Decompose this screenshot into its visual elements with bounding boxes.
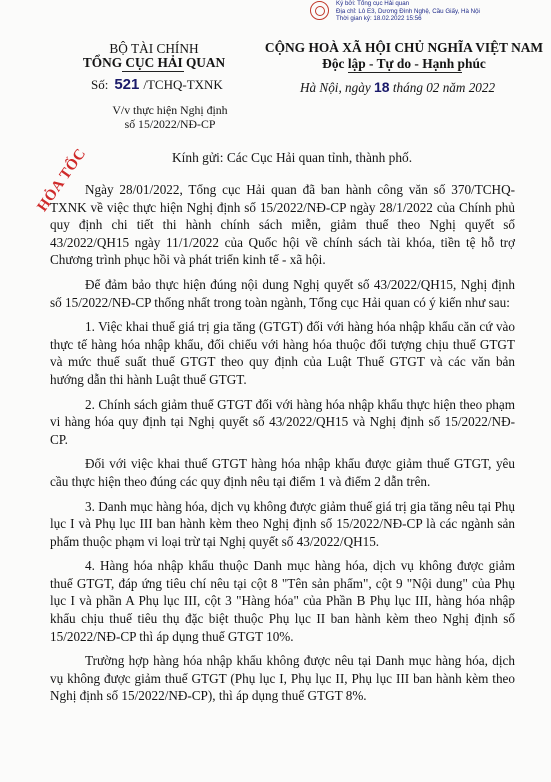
doc-number-prefix: Số: — [91, 77, 109, 92]
signature-seal-icon — [310, 1, 329, 20]
paragraph: Để đảm bảo thực hiện đúng nội dung Nghị quyết số 43/2022/QH15, Nghị định số 15/2022/NĐ-CP thống nhất trong toàn ngành, Tổng cục Hải quan có ý kiến như sau: — [50, 276, 515, 310]
motto-underline — [348, 72, 462, 73]
signature-address: Địa chỉ: Lô E3, Dương Đình Nghệ, Cầu Giấy, Hà Nội — [336, 7, 480, 15]
signature-time: Thời gian ký: 18.02.2022 15:56 — [336, 15, 422, 23]
urgent-stamp: HỎA TỐC — [34, 145, 90, 215]
national-motto: Độc lập - Tự do - Hạnh phúc — [322, 56, 486, 71]
digital-signature-box — [300, 0, 551, 24]
doc-number-suffix: /TCHQ-TXNK — [143, 77, 223, 92]
place-and-date — [300, 79, 495, 96]
document-number — [91, 76, 223, 93]
doc-number-value: 521 — [114, 76, 140, 93]
agency-name: TỔNG CỤC HẢI QUAN — [82, 55, 226, 70]
greeting: Kính gửi: Các Cục Hải quan tỉnh, thành phố. — [172, 150, 413, 165]
place-date-prefix: Hà Nội, ngày — [300, 80, 371, 95]
paragraph: Ngày 28/01/2022, Tổng cục Hải quan đã ban hành công văn số 370/TCHQ-TXNK về việc thực hiện Nghị định số 15/2022/NĐ-CP ngày 28/1/2022 của Chính phủ quy định chi tiết thi hành chính sách miễn, giảm thuế theo Nghị quyết số 43/2022/QH15 ngày 11/1/2022 của Quốc hội về chính sách tài khóa, tiền tệ hỗ trợ Chương trình phục hồi và phát triển kinh tế - xã hội. — [50, 182, 515, 268]
ministry-name: BỘ TÀI CHÍNH — [109, 41, 199, 56]
country-name: CỘNG HOÀ XÃ HỘI CHỦ NGHĨA VIỆT NAM — [264, 40, 544, 55]
paragraph: Đối với việc khai thuế GTGT hàng hóa nhập khẩu được giảm thuế GTGT, yêu cầu thực hiện theo đúng các quy định nêu tại điểm 1 và điểm 2 dẫn trên. — [50, 456, 515, 489]
paragraph: 4. Hàng hóa nhập khẩu thuộc Danh mục hàng hóa, dịch vụ không được giảm thuế GTGT, đáp ứng tiêu chí nêu tại cột 8 "Tên sản phẩm", cột 9 "Nội dung" của Phụ lục I và phần A Phụ lục III, cột 3 "Hàng hóa" của Phần B Phụ lục III, hàng hóa nhập khẩu chịu thuế tiêu thụ đặc biệt thuộc Phụ lục II ban hành kèm theo Nghị định số 15/2022/NĐ-CP thì áp dụng thuế GTGT 10%. — [50, 558, 515, 644]
place-date-suffix: tháng 02 năm 2022 — [392, 80, 496, 95]
date-day: 18 — [374, 79, 390, 95]
document-body — [50, 181, 515, 711]
paragraph: Trường hợp hàng hóa nhập khẩu không được nêu tại Danh mục hàng hóa, dịch vụ không được giảm thuế GTGT (Phụ lục I, Phụ lục II, Phụ lục III ban hành kèm theo Nghị định số 15/2022/NĐ-CP), thì áp dụng thuế GTGT 8%. — [50, 653, 515, 704]
paragraph: 1. Việc khai thuế giá trị gia tăng (GTGT) đối với hàng hóa nhập khẩu căn cứ vào thực tế hàng hóa nhập khẩu, đối chiếu với hàng hóa thuộc đối tượng chịu thuế GTGT và mức thuế suất thuế GTGT theo quy định của Luật Thuế GTGT và các văn bản hướng dẫn thi hành Luật thuế GTGT. — [50, 319, 515, 387]
paragraph: 2. Chính sách giảm thuế GTGT đối với hàng hóa nhập khẩu thực hiện theo phạm vi hàng hóa quy định tại Nghị quyết số 43/2022/QH15 và Nghị định số 15/2022/NĐ-CP. — [50, 396, 515, 447]
signature-signer: Ký bởi: Tổng cục Hải quan — [336, 0, 410, 7]
subject-line-1: V/v thực hiện Nghị định — [112, 103, 228, 117]
agency-underline — [122, 71, 184, 72]
document-subject — [100, 103, 240, 131]
subject-line-2: số 15/2022/NĐ-CP — [124, 117, 216, 131]
paragraph: 3. Danh mục hàng hóa, dịch vụ không được giảm thuế giá trị gia tăng nêu tại Phụ lục I và Phụ lục III ban hành kèm theo Nghị định số 15/2022/NĐ-CP là các ngành sản phẩm thuộc phạm vi loại trừ tại Nghị quyết số 43/2022/QH15. — [50, 498, 515, 549]
